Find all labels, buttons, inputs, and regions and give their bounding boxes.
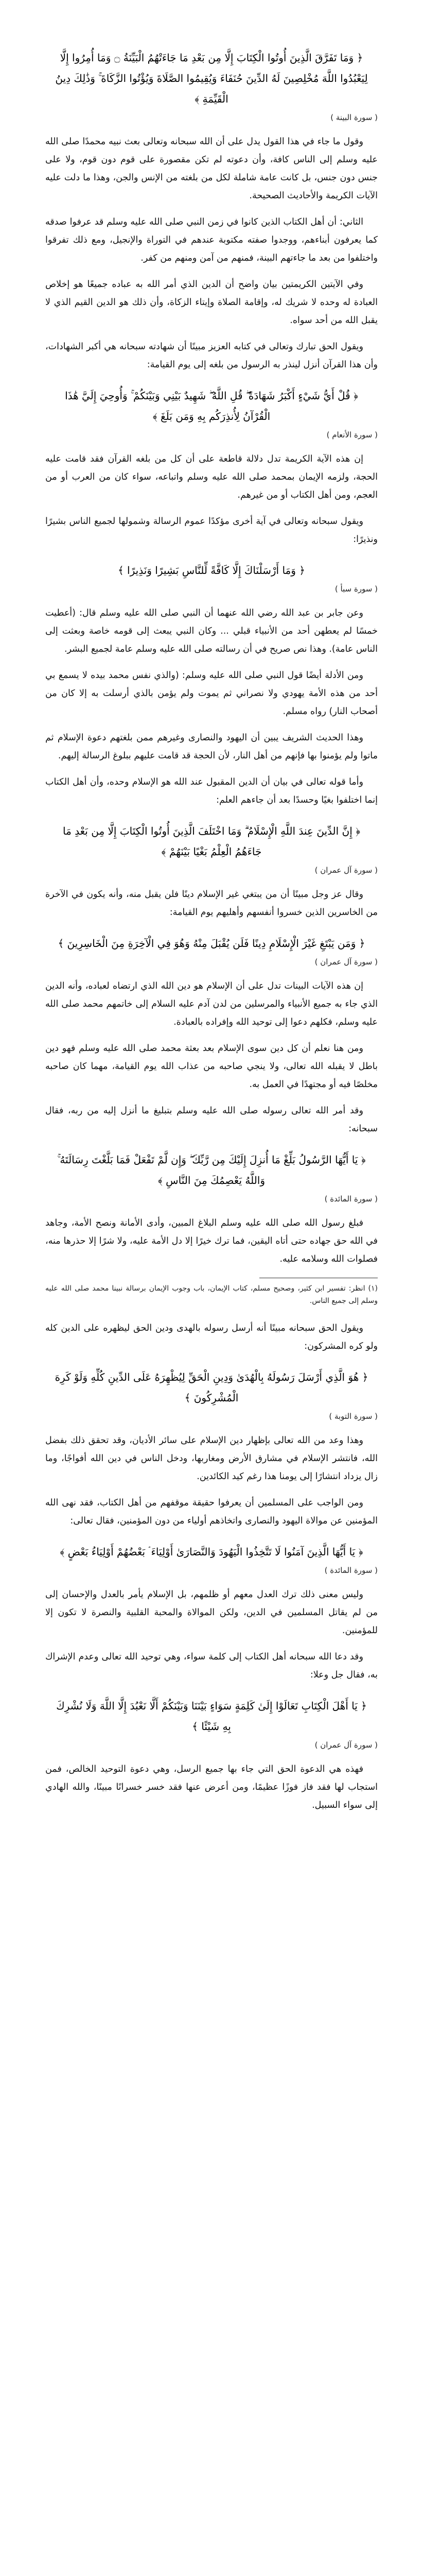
paragraph: ومن الواجب على المسلمين أن يعرفوا حقيقة موقفهم من أهل الكتاب، فقد نهى الله المؤمنين عن موالاة اليهود والنصارى واتخاذهم أولياء من دون المؤمنين، فقال تعالى:	[45, 1498, 378, 1526]
verse-reference: ( سورة التوبة )	[329, 1412, 378, 1421]
quran-verse: ﴿ هُوَ الَّذِي أَرْسَلَ رَسُولَهُ بِالْهُدَىٰ وَدِينِ الْحَقِّ لِيُظْهِرَهُ عَلَى الدِّينِ كُلِّهِ وَلَوْ كَرِهَ الْمُشْرِكُونَ ﴾	[55, 1371, 368, 1404]
verse-reference: ( سورة سبأ )	[334, 584, 378, 594]
paragraph: إن هذه الآية الكريمة تدل دلالة قاطعة على أن كل من بلغه القرآن فقد قامت عليه الحجة، ولزمه الإيمان بمحمد صلى الله عليه وسلم واتباعه، سواء كان من العرب أو من العجم، ومن أهل الكتاب أو من غيرهم.	[45, 454, 378, 500]
verse-reference: ( سورة آل عمران )	[314, 866, 378, 875]
paragraph: وقد دعا الله سبحانه أهل الكتاب إلى كلمة سواء، وهي توحيد الله تعالى وعدم الإشراك به، فقال جل وعلا:	[45, 1652, 378, 1680]
quran-verse: ﴿ قُلْ أَيُّ شَيْءٍ أَكْبَرُ شَهَادَةً ۖ قُلِ اللَّهُ ۖ شَهِيدٌ بَيْنِي وَبَيْنَكُمْ ۚ وَأُوحِيَ إِلَيَّ هَٰذَا الْقُرْآنُ لِأُنذِرَكُم بِهِ وَمَن بَلَغَ ﴾	[65, 389, 358, 422]
quran-verse: ﴿ وَمَا أَرْسَلْنَاكَ إِلَّا كَافَّةً لِّلنَّاسِ بَشِيرًا وَنَذِيرًا ﴾	[117, 564, 305, 577]
paragraph: ومن الأدلة أيضًا قول النبي صلى الله عليه وسلم: (والذي نفس محمد بيده لا يسمع بي أحد من هذه الأمة يهودي ولا نصراني ثم يموت ولم يؤمن بالذي أرسلت به إلا كان من أصحاب النار) رواه مسلم.	[45, 670, 378, 717]
verse-reference: ( سورة البينة )	[330, 113, 378, 122]
paragraph: ويقول سبحانه وتعالى في آية أخرى مؤكدًا عموم الرسالة وشمولها لجميع الناس بشيرًا ونذيرًا:	[45, 516, 378, 545]
verse-reference: ( سورة المائدة )	[324, 1566, 378, 1575]
paragraph: وقول ما جاء في هذا القول يدل على أن الله سبحانه وتعالى بعث نبيه محمدًا صلى الله عليه وسلم إلى الناس كافة، وأن دعوته لم تكن مقصورة على قوم دون قوم، ولا على جنس دون جنس، بل كانت عامة شاملة لكل من بلغته من الإنس والجن، وهذا ما دلت عليه الآيات الكريمة والأحاديث الصحيحة.	[45, 137, 378, 201]
verse-reference: ( سورة آل عمران )	[314, 957, 378, 967]
quran-verse: ﴿ وَمَن يَبْتَغِ غَيْرَ الْإِسْلَامِ دِينًا فَلَن يُقْبَلَ مِنْهُ وَهُوَ فِي الْآخِرَةِ مِنَ الْخَاسِرِينَ ﴾	[58, 937, 365, 950]
paragraph: وعن جابر بن عبد الله رضي الله عنهما أن النبي صلى الله عليه وسلم قال: (أعطيت خمسًا لم يعطهن أحد من الأنبياء قبلي ... وكان النبي يبعث إلى قومه خاصة وبعثت إلى الناس عامة). وهذا نص صريح في أن رسالته صلى الله عليه وسلم عامة لجميع البشر.	[45, 608, 378, 654]
paragraph: ويقول الحق تبارك وتعالى في كتابه العزيز مبينًا أن شهادته سبحانه هي أكبر الشهادات، وأن هذا القرآن أنزل لينذر به الرسول من بلغه إلى يوم القيامة:	[45, 342, 378, 370]
paragraph: فبلغ رسول الله صلى الله عليه وسلم البلاغ المبين، وأدى الأمانة ونصح الأمة، وجاهد في الله حق جهاده حتى أتاه اليقين، فما ترك خيرًا إلا دل الأمة عليه، ولا شرًا إلا حذرها منه، فصلوات الله وسلامه عليه.	[45, 1218, 378, 1264]
paragraph: وهذا وعد من الله تعالى بإظهار دين الإسلام على سائر الأديان، وقد تحقق ذلك بفضل الله، فانتشر الإسلام في مشارق الأرض ومغاربها، ودخل الناس في دين الله أفواجًا، وما زال يزداد انتشارًا إلى يومنا هذا رغم كيد الكائدين.	[45, 1435, 378, 1482]
quran-verse: ﴿ وَمَا تَفَرَّقَ الَّذِينَ أُوتُوا الْكِتَابَ إِلَّا مِن بَعْدِ مَا جَاءَتْهُمُ الْبَيِّنَةُ ۝ وَمَا أُمِرُوا إِلَّا لِيَعْبُدُوا اللَّهَ مُخْلِصِينَ لَهُ الدِّينَ حُنَفَاءَ وَيُقِيمُوا الصَّلَاةَ وَيُؤْتُوا الزَّكَاةَ ۚ وَذَٰلِكَ دِينُ الْقَيِّمَةِ ﴾	[55, 52, 368, 105]
paragraph: وليس معنى ذلك ترك العدل معهم أو ظلمهم، بل الإسلام يأمر بالعدل والإحسان إلى من لم يقاتل المسلمين في الدين، ولكن الموالاة والمحبة القلبية والنصرة لا تكون إلا للمؤمنين.	[45, 1589, 378, 1636]
verse-reference: ( سورة المائدة )	[324, 1194, 378, 1204]
paragraph: ومن هنا نعلم أن كل دين سوى الإسلام بعد بعثة محمد صلى الله عليه وسلم فهو دين باطل لا يقبله الله تعالى، ولا ينجي صاحبه من عذاب الله يوم القيامة، مهما كان صاحبه مخلصًا فيه أو مجتهدًا في العمل به.	[45, 1043, 378, 1090]
footnote: (١) انظر: تفسير ابن كثير، وصحيح مسلم، كتاب الإيمان، باب وجوب الإيمان برسالة نبينا محمد صلى الله عليه وسلم إلى جميع الناس.	[45, 1284, 378, 1305]
quran-verse: ﴿ يَا أَهْلَ الْكِتَابِ تَعَالَوْا إِلَىٰ كَلِمَةٍ سَوَاءٍ بَيْنَنَا وَبَيْنَكُمْ أَلَّا نَعْبُدَ إِلَّا اللَّهَ وَلَا نُشْرِكَ بِهِ شَيْئًا ﴾	[56, 1700, 367, 1733]
paragraph: فهذه هي الدعوة الحق التي جاء بها جميع الرسل، وهي دعوة التوحيد الخالص، فمن استجاب لها فقد فاز فوزًا عظيمًا، ومن أعرض عنها فقد خسر خسرانًا مبينًا، والله الهادي إلى سواء السبيل.	[45, 1764, 378, 1810]
paragraph: إن هذه الآيات البينات تدل على أن الإسلام هو دين الله الذي ارتضاه لعباده، وأنه الدين الذي جاء به جميع الأنبياء والمرسلين من لدن آدم عليه السلام إلى خاتمهم محمد صلى الله عليه وسلم، فكلهم دعوا إلى توحيد الله وإفراده بالعبادة.	[45, 981, 378, 1027]
paragraph: وفي الآيتين الكريمتين بيان واضح أن الدين الذي أمر الله به عباده جميعًا هو إخلاص العبادة له وحده لا شريك له، وإقامة الصلاة وإيتاء الزكاة، وأن ذلك هو الدين القيم الذي لا يقبل الله من أحد سواه.	[45, 279, 378, 326]
quran-verse: ﴿ يَا أَيُّهَا الَّذِينَ آمَنُوا لَا تَتَّخِذُوا الْيَهُودَ وَالنَّصَارَىٰ أَوْلِيَاءَ ۘ بَعْضُهُمْ أَوْلِيَاءُ بَعْضٍ ﴾	[60, 1546, 363, 1558]
paragraph: وأما قوله تعالى في بيان أن الدين المقبول عند الله هو الإسلام وحده، وأن أهل الكتاب إنما اختلفوا بغيًا وحسدًا بعد أن جاءهم العلم:	[45, 777, 378, 805]
paragraph: الثاني: أن أهل الكتاب الذين كانوا في زمن النبي صلى الله عليه وسلم قد عرفوا صدقه كما يعرفون أبناءهم، ووجدوا صفته مكتوبة عندهم في التوراة والإنجيل، ومع ذلك تفرقوا واختلفوا من بعد ما جاءتهم البينة، فمنهم من آمن ومنهم من كفر.	[45, 217, 378, 263]
quran-verse: ﴿ يَا أَيُّهَا الرَّسُولُ بَلِّغْ مَا أُنزِلَ إِلَيْكَ مِن رَّبِّكَ ۖ وَإِن لَّمْ تَفْعَلْ فَمَا بَلَّغْتَ رِسَالَتَهُ ۚ وَاللَّهُ يَعْصِمُكَ مِنَ النَّاسِ ﴾	[57, 1154, 366, 1187]
verse-reference: ( سورة الأنعام )	[326, 430, 378, 439]
paragraph: ويقول الحق سبحانه مبينًا أنه أرسل رسوله بالهدى ودين الحق ليظهره على الدين كله ولو كره المشركون:	[45, 1323, 378, 1351]
quran-verse: ﴿ إِنَّ الدِّينَ عِندَ اللَّهِ الْإِسْلَامُ ۗ وَمَا اخْتَلَفَ الَّذِينَ أُوتُوا الْكِتَابَ إِلَّا مِن بَعْدِ مَا جَاءَهُمُ الْعِلْمُ بَغْيًا بَيْنَهُمْ ﴾	[63, 825, 360, 858]
verse-reference: ( سورة آل عمران )	[314, 1740, 378, 1750]
paragraph: وهذا الحديث الشريف يبين أن اليهود والنصارى وغيرهم ممن بلغتهم دعوة الإسلام ثم ماتوا ولم يؤمنوا بها فإنهم من أهل النار، لأن الحجة قد قامت عليهم ببلوغ الرسالة إليهم.	[45, 733, 378, 761]
paragraph: وقد أمر الله تعالى رسوله صلى الله عليه وسلم بتبليغ ما أنزل إليه من ربه، فقال سبحانه:	[45, 1106, 378, 1134]
paragraph: وقال عز وجل مبينًا أن من يبتغي غير الإسلام دينًا فلن يقبل منه، وأنه يكون في الآخرة من الخاسرين الذين خسروا أنفسهم وأهليهم يوم القيامة:	[45, 889, 378, 918]
